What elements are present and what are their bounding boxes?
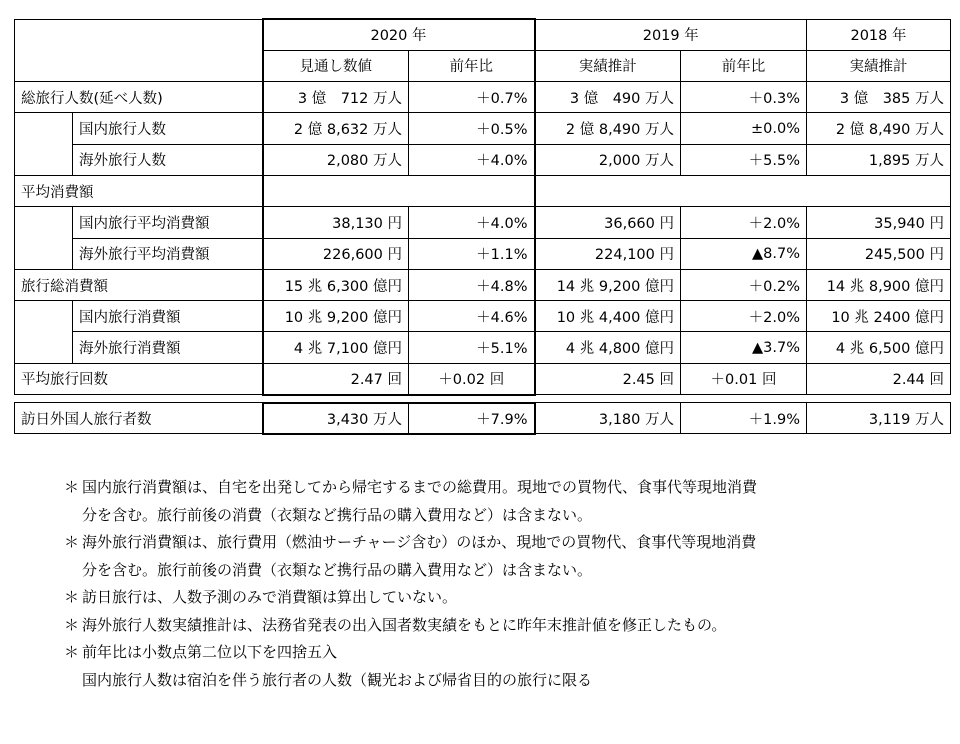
- cell-2020-value: 38,130 円: [263, 207, 409, 238]
- header-yoy-2020: 前年比: [409, 50, 535, 81]
- cell-2020-yoy: ＋4.0%: [409, 144, 535, 175]
- cell-2020-value: 3,430 万人: [263, 403, 409, 434]
- header-yoy-2019: 前年比: [681, 50, 807, 81]
- cell-2019-yoy: ＋5.5%: [681, 144, 807, 175]
- cell-2020-yoy: ＋4.8%: [409, 269, 535, 300]
- row-label: 国内旅行消費額: [73, 301, 263, 332]
- footnotes: [64, 474, 882, 694]
- cell-2019-yoy: ＋0.3%: [681, 82, 807, 113]
- asterisk-mark: ＊: [64, 643, 80, 661]
- cell-2018-value: 4 兆 6,500 億円: [807, 332, 951, 363]
- asterisk-mark: ＊: [64, 533, 80, 551]
- footnote: [64, 612, 882, 640]
- row-label: 海外旅行消費額: [73, 332, 263, 363]
- header-corner-cell: [15, 19, 263, 82]
- cell-2019-yoy: ＋2.0%: [681, 301, 807, 332]
- footnote: [64, 584, 882, 612]
- cell-2020-yoy: ＋4.6%: [409, 301, 535, 332]
- table-row: [15, 363, 951, 394]
- cell-2018-value: 2.44 回: [807, 363, 951, 394]
- footnote: [64, 639, 882, 667]
- cell-2020-value: 2 億 8,632 万人: [263, 113, 409, 144]
- table-row: [15, 82, 951, 113]
- row-label: 平均旅行回数: [15, 363, 263, 394]
- cell-2019-value: 36,660 円: [535, 207, 681, 238]
- row-label: 訪日外国人旅行者数: [15, 403, 263, 434]
- header-year-2019: 2019 年: [535, 19, 807, 50]
- row-label: 総旅行人数(延べ人数): [15, 82, 263, 113]
- empty-cell: [535, 175, 951, 206]
- cell-2019-value: 3,180 万人: [535, 403, 681, 434]
- footnote: [64, 474, 882, 529]
- header-estimate-2018: 実績推計: [807, 50, 951, 81]
- cell-2020-value: 3 億 712 万人: [263, 82, 409, 113]
- cell-2020-value: 10 兆 9,200 億円: [263, 301, 409, 332]
- table-separator: [15, 395, 951, 403]
- footnote-text: 国内旅行人数は宿泊を伴う旅行者の人数（観光および帰省目的の旅行に限る: [82, 670, 593, 689]
- cell-2018-value: 245,500 円: [807, 238, 951, 269]
- cell-2020-yoy: ＋4.0%: [409, 207, 535, 238]
- footnote-text: 分を含む。旅行前後の消費（衣類など携行品の購入費用など）は含まない。: [82, 505, 593, 524]
- cell-2019-yoy: ＋0.2%: [681, 269, 807, 300]
- asterisk-mark: ＊: [64, 615, 80, 634]
- cell-2020-yoy: ＋5.1%: [409, 332, 535, 363]
- header-forecast-2020: 見通し数値: [263, 50, 409, 81]
- cell-2019-value: 224,100 円: [535, 238, 681, 269]
- header-row-years: [15, 19, 951, 50]
- footnote-text: 分を含む。旅行前後の消費（衣類など携行品の購入費用など）は含まない。: [82, 560, 593, 579]
- footnote-text: 訪日旅行は、人数予測のみで消費額は算出していない。: [82, 588, 458, 606]
- table-row: [15, 113, 951, 144]
- section-label: 平均消費額: [15, 175, 263, 206]
- indent-cell: [15, 144, 73, 175]
- indent-cell: [15, 332, 73, 363]
- cell-2019-value: 14 兆 9,200 億円: [535, 269, 681, 300]
- table-row: [15, 403, 951, 434]
- cell-2019-yoy: ＋0.01 回: [681, 363, 807, 394]
- cell-2020-value: 4 兆 7,100 億円: [263, 332, 409, 363]
- cell-2018-value: 2 億 8,490 万人: [807, 113, 951, 144]
- footnote-text: 前年比は小数点第二位以下を四捨五入: [82, 643, 338, 661]
- cell-2019-value: 2 億 8,490 万人: [535, 113, 681, 144]
- cell-2019-yoy: ±0.0%: [681, 113, 807, 144]
- cell-2020-value: 2.47 回: [263, 363, 409, 394]
- travel-forecast-table: [14, 18, 951, 435]
- cell-2020-value: 15 兆 6,300 億円: [263, 269, 409, 300]
- empty-cell: [263, 175, 535, 206]
- cell-2019-value: 2,000 万人: [535, 144, 681, 175]
- cell-2019-value: 3 億 490 万人: [535, 82, 681, 113]
- row-label: 国内旅行平均消費額: [73, 207, 263, 238]
- table-row: [15, 144, 951, 175]
- asterisk-mark: ＊: [64, 478, 80, 496]
- cell-2018-value: 10 兆 2400 億円: [807, 301, 951, 332]
- cell-2019-value: 4 兆 4,800 億円: [535, 332, 681, 363]
- cell-2018-value: 1,895 万人: [807, 144, 951, 175]
- footnote-text: 国内旅行消費額は、自宅を出発してから帰宅するまでの総費用。現地での買物代、食事代等現地消費: [82, 478, 758, 496]
- indent-cell: [15, 301, 73, 332]
- cell-2020-yoy: ＋0.02 回: [409, 363, 535, 394]
- table-row: [15, 269, 951, 300]
- cell-2019-value: 10 兆 4,400 億円: [535, 301, 681, 332]
- row-label: 旅行総消費額: [15, 269, 263, 300]
- cell-2019-yoy: ▲3.7%: [681, 332, 807, 363]
- table-row: [15, 332, 951, 363]
- footnote-text: 海外旅行人数実績推計は、法務省発表の出入国者数実績をもとに昨年末推計値を修正したもの。: [82, 615, 727, 634]
- footnote: [64, 529, 882, 584]
- cell-2018-value: 14 兆 8,900 億円: [807, 269, 951, 300]
- cell-2020-value: 226,600 円: [263, 238, 409, 269]
- table-row: [15, 238, 951, 269]
- cell-2020-yoy: ＋0.7%: [409, 82, 535, 113]
- cell-2020-yoy: ＋7.9%: [409, 403, 535, 434]
- cell-2018-value: 35,940 円: [807, 207, 951, 238]
- indent-cell: [15, 113, 73, 144]
- table-row: [15, 207, 951, 238]
- row-label: 国内旅行人数: [73, 113, 263, 144]
- cell-2018-value: 3 億 385 万人: [807, 82, 951, 113]
- asterisk-mark: ＊: [64, 588, 80, 606]
- cell-2019-yoy: ＋2.0%: [681, 207, 807, 238]
- cell-2020-value: 2,080 万人: [263, 144, 409, 175]
- cell-2019-yoy: ▲8.7%: [681, 238, 807, 269]
- header-estimate-2019: 実績推計: [535, 50, 681, 81]
- header-year-2020: 2020 年: [263, 19, 535, 50]
- header-year-2018: 2018 年: [807, 19, 951, 50]
- row-label: 海外旅行人数: [73, 144, 263, 175]
- indent-cell: [15, 207, 73, 238]
- footnote-text: 海外旅行消費額は、旅行費用（燃油サーチャージ含む）のほか、現地での買物代、食事代等現地消費: [82, 533, 757, 551]
- table-row: [15, 301, 951, 332]
- cell-2019-yoy: ＋1.9%: [681, 403, 807, 434]
- indent-cell: [15, 238, 73, 269]
- table-row-section: [15, 175, 951, 206]
- cell-2020-yoy: ＋0.5%: [409, 113, 535, 144]
- row-label: 海外旅行平均消費額: [73, 238, 263, 269]
- cell-2019-value: 2.45 回: [535, 363, 681, 394]
- cell-2020-yoy: ＋1.1%: [409, 238, 535, 269]
- cell-2018-value: 3,119 万人: [807, 403, 951, 434]
